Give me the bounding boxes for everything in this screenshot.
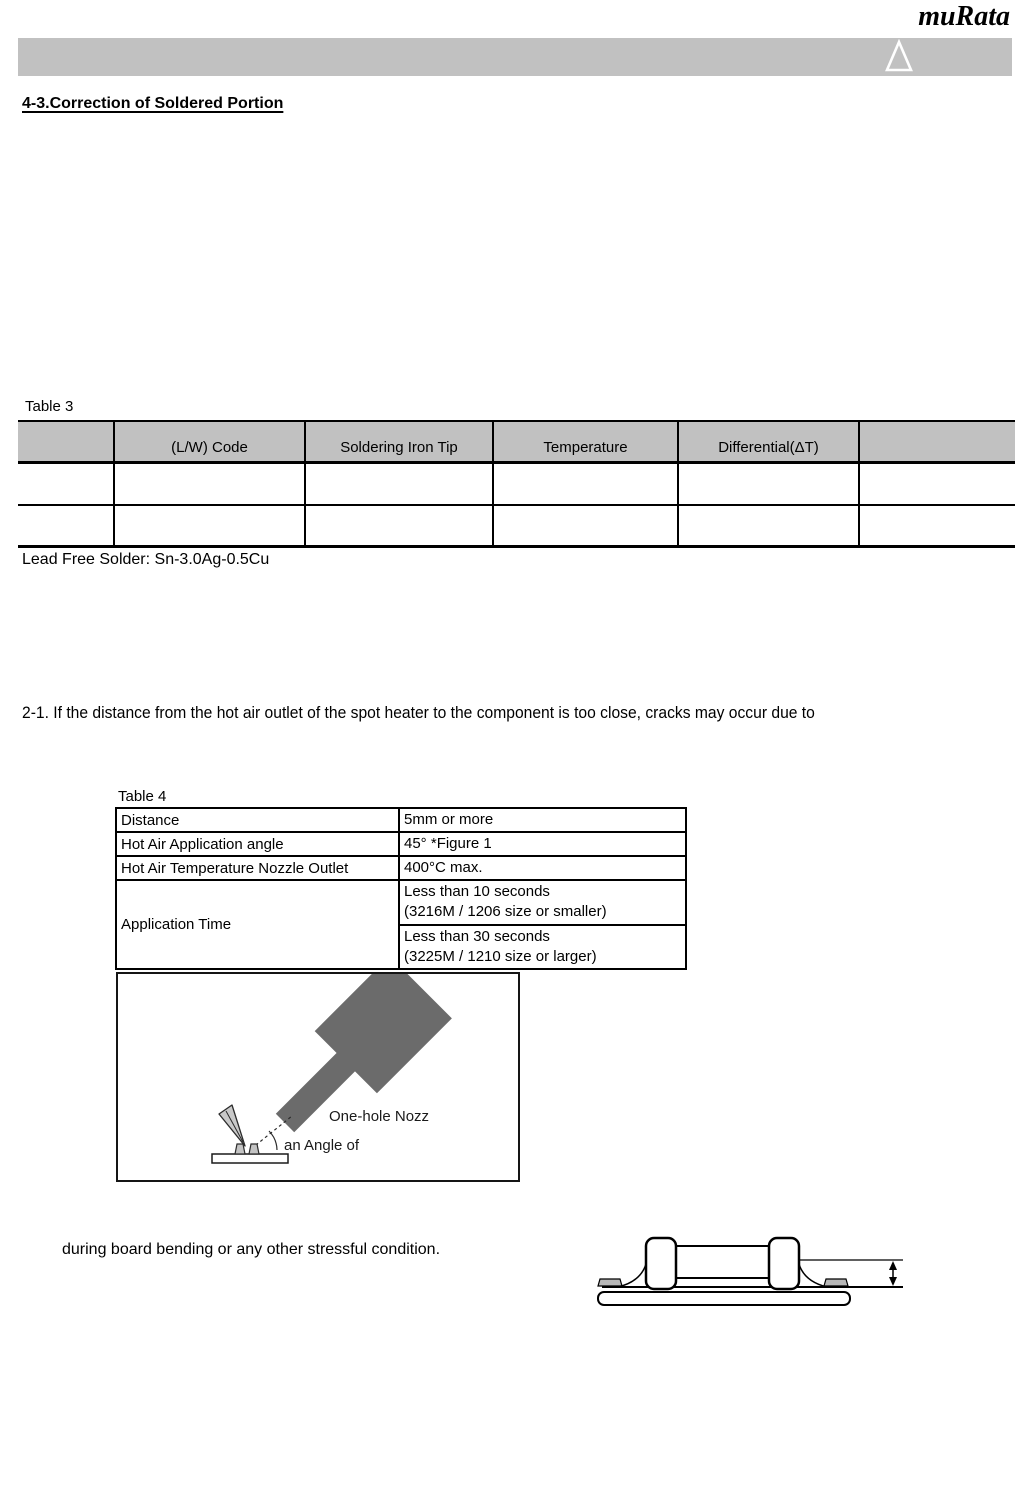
table4-row-label: Application Time: [117, 881, 400, 968]
warning-triangle-icon: [884, 39, 914, 73]
table3-label: Table 3: [25, 398, 74, 415]
table4-row-application-time: [117, 879, 685, 968]
nozzle-diagram: [118, 974, 518, 1180]
table4-row-label: Hot Air Application angle: [117, 833, 400, 855]
table4-row-value: 5mm or more: [404, 811, 494, 828]
pcb-board: [598, 1292, 850, 1305]
table3-row: [18, 506, 1015, 548]
table4-app-time-option2: [400, 924, 685, 968]
app-time-option1-line1: Less than 10 seconds: [404, 883, 550, 900]
table4: [115, 807, 687, 970]
table4-row-value: 400°C max.: [404, 859, 483, 876]
table4-row-label: Distance: [117, 809, 400, 831]
arrowhead-down: [889, 1277, 897, 1286]
table3-cell: [860, 464, 1015, 504]
table3-header-cell: (L/W) Code: [115, 422, 306, 461]
paragraph-2-1: 2-1. If the distance from the hot air outlet of the spot heater to the component is too close, cracks may occur due to: [22, 703, 815, 722]
title-bar: [18, 38, 1012, 76]
table3-cell: [115, 506, 306, 545]
nozzle-label: One-hole Nozz: [329, 1108, 430, 1125]
table3-cell: [306, 464, 494, 504]
table4-row-temperature: [117, 855, 685, 879]
table3-cell: [494, 464, 679, 504]
hot-air-nozzle-icon: [254, 974, 452, 1154]
table3-cell: [18, 506, 115, 545]
solder-fillet: [798, 1260, 827, 1287]
table4-row-label: Hot Air Temperature Nozzle Outlet: [117, 857, 400, 879]
table4-app-time-option1: [400, 881, 685, 924]
table3-cell: [679, 506, 860, 545]
table3-header-cell: [860, 422, 1015, 461]
table3-header-row: [18, 420, 1015, 464]
component-terminal: [235, 1144, 245, 1154]
table3-cell: [679, 464, 860, 504]
table3-footnote: Lead Free Solder: Sn-3.0Ag-0.5Cu: [22, 551, 270, 568]
table3-header-cell: Differential(ΔT): [679, 422, 860, 461]
solder-pad: [598, 1279, 622, 1286]
table3-header-cell: Soldering Iron Tip: [306, 422, 494, 461]
app-time-option2-line1: Less than 30 seconds: [404, 928, 550, 945]
angle-label: an Angle of: [284, 1137, 360, 1154]
solder-fillet: [618, 1260, 647, 1287]
component-terminal: [249, 1144, 259, 1154]
mounted-component-diagram: [590, 1230, 912, 1315]
table3-cell: [306, 506, 494, 545]
solder-pad: [824, 1279, 848, 1286]
component-termination: [769, 1238, 799, 1289]
table4-application-time-values: [400, 881, 685, 968]
hot-air-cone: [219, 1105, 245, 1146]
table4-row-distance: [117, 809, 685, 831]
arrowhead-up: [889, 1261, 897, 1270]
table4-label: Table 4: [118, 788, 167, 805]
table3-row: [18, 464, 1015, 506]
board: [212, 1154, 288, 1163]
table4-row-angle: [117, 831, 685, 855]
board-bending-text: during board bending or any other stressful condition.: [62, 1241, 441, 1258]
table3-header-cell: Temperature: [494, 422, 679, 461]
table3-cell: [115, 464, 306, 504]
table3-header-cell: [18, 422, 115, 461]
app-time-option1-line2: (3216M / 1206 size or smaller): [404, 903, 607, 920]
section-heading: 4-3.Correction of Soldered Portion: [22, 95, 284, 112]
figure1-hot-air-nozzle: [116, 972, 520, 1182]
table3-cell: [18, 464, 115, 504]
table4-row-value: 45° *Figure 1: [404, 835, 492, 852]
app-time-option2-line2: (3225M / 1210 size or larger): [404, 948, 597, 965]
table3: [18, 420, 1015, 548]
table3-cell: [494, 506, 679, 545]
table3-cell: [860, 506, 1015, 545]
component-termination: [646, 1238, 676, 1289]
murata-logo: muRata: [918, 1, 1010, 32]
